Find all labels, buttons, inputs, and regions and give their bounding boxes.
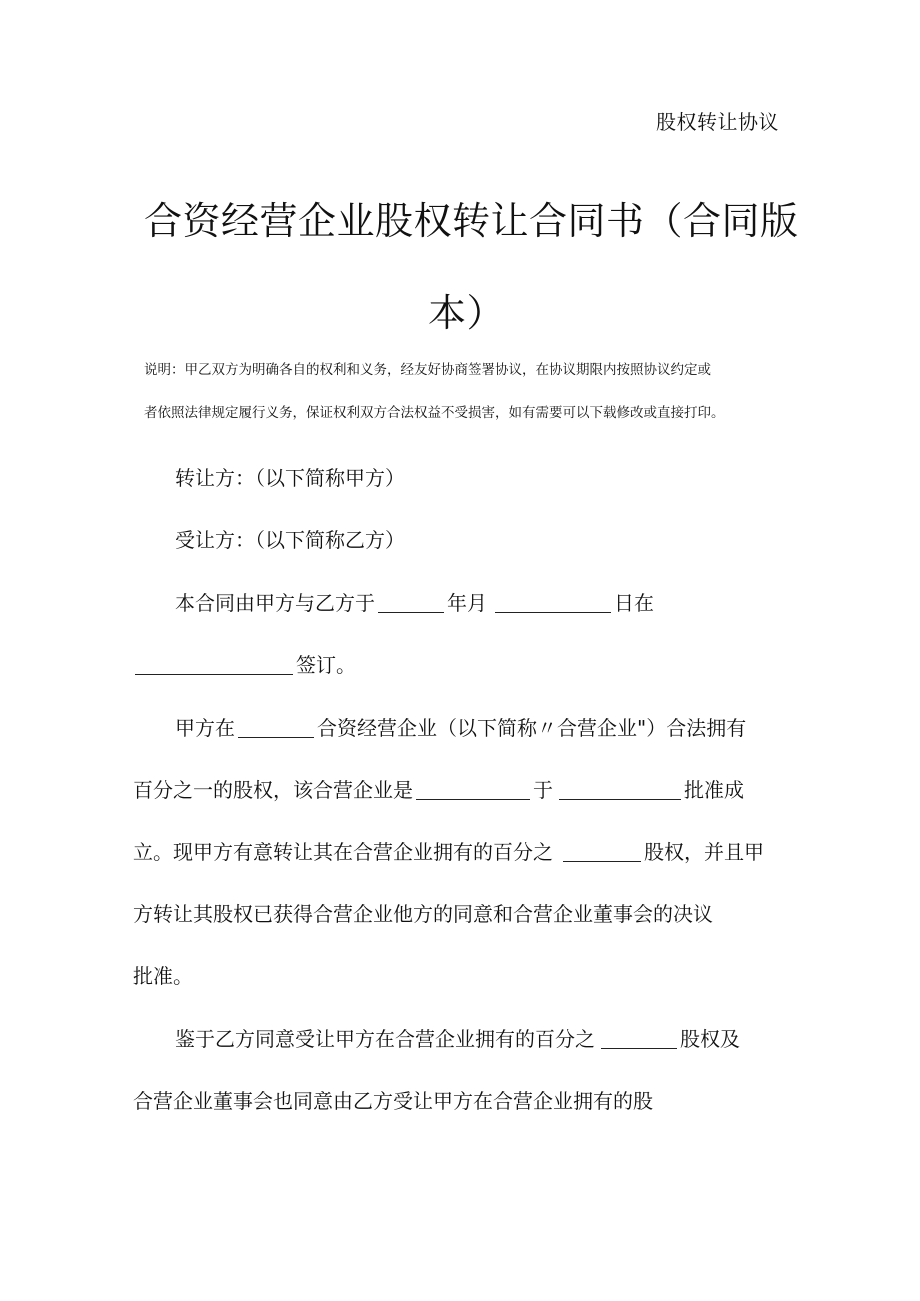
p2-text-c: 百分之一的股权，该合营企业是	[133, 778, 413, 802]
enterprise-name-blank	[238, 717, 314, 738]
paragraph-3-line-2: 合营企业董事会也同意由乙方受让甲方在合营企业拥有的股	[133, 1089, 653, 1113]
note-line-2: 者依照法律规定履行义务，保证权利双方合法权益不受损害，如有需要可以下载修改或直接打印。	[144, 405, 725, 421]
year-blank	[378, 592, 444, 613]
p2-text-d: 于	[533, 778, 553, 802]
p2-text-a: 甲方在	[175, 716, 235, 740]
share-percent-blank	[563, 841, 641, 862]
paragraph-2-line-2	[133, 774, 744, 803]
contract-date-line	[175, 587, 654, 616]
document-title-line-1: 合资经营企业股权转让合同书（合同版	[144, 199, 799, 243]
transferee-line: 受让方：（以下简称乙方）	[175, 528, 405, 552]
contract-date-text-b: 年月	[447, 591, 487, 615]
place-blank	[135, 654, 293, 675]
p2-text-b: 合资经营企业（以下简称〃合营企业"）合法拥有	[317, 716, 747, 740]
paragraph-2-line-3	[133, 836, 764, 865]
document-title-line-2: 本）	[428, 291, 506, 335]
p3-text-b: 股权及	[680, 1027, 740, 1051]
signing-place-line	[133, 649, 356, 678]
approval-date-blank	[416, 779, 530, 800]
paragraph-2-line-1	[175, 712, 746, 741]
share-percent-blank-2	[601, 1028, 677, 1049]
transferor-line: 转让方：（以下简称甲方）	[175, 466, 405, 490]
header-label: 股权转让协议	[656, 110, 779, 134]
approval-authority-blank	[559, 779, 681, 800]
contract-date-text-c: 日在	[614, 591, 654, 615]
p2-text-e: 批准成	[684, 778, 744, 802]
signing-text: 签订。	[296, 653, 356, 677]
paragraph-2-line-5: 批准。	[133, 964, 193, 988]
p2-text-g: 股权，并且甲	[644, 840, 764, 864]
note-line-1: 说明：甲乙双方为明确各自的权利和义务，经友好协商签署协议，在协议期限内按照协议约定或	[144, 362, 711, 378]
contract-date-text-a: 本合同由甲方与乙方于	[175, 591, 375, 615]
day-blank	[495, 592, 611, 613]
paragraph-3-line-1	[175, 1023, 740, 1052]
p2-text-f: 立。现甲方有意转让其在合营企业拥有的百分之	[133, 840, 553, 864]
p3-text-a: 鉴于乙方同意受让甲方在合营企业拥有的百分之	[175, 1027, 595, 1051]
paragraph-2-line-4: 方转让其股权已获得合营企业他方的同意和合营企业董事会的决议	[133, 902, 713, 926]
